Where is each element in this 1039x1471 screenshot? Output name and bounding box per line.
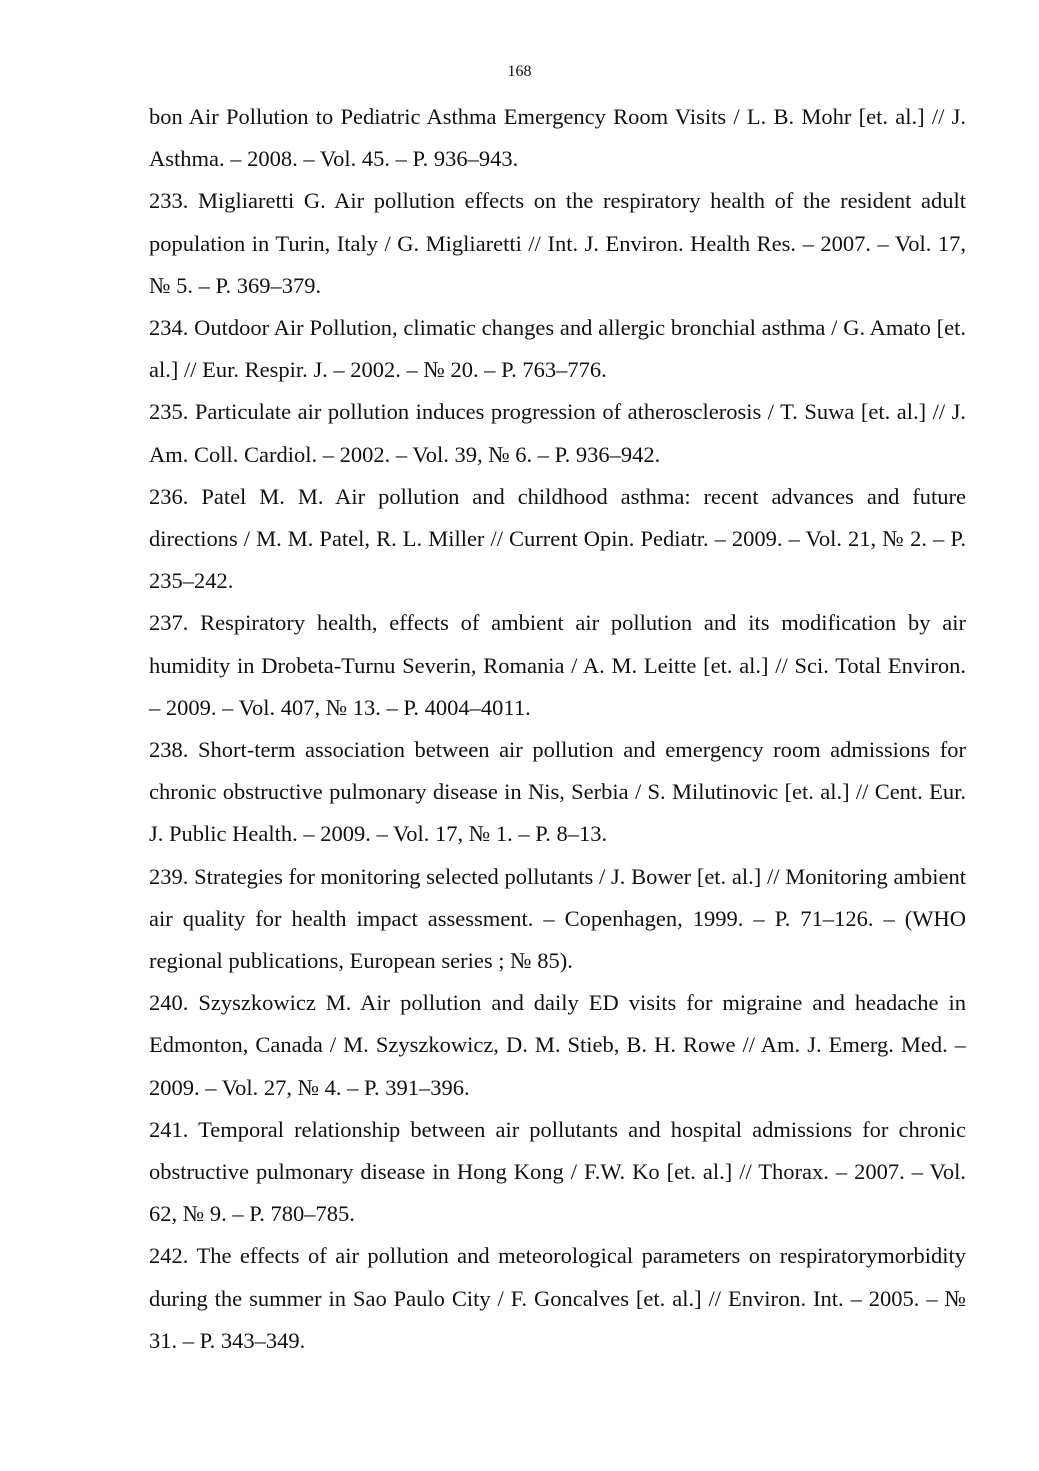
reference-234: 234. Outdoor Air Pollution, climatic changes and allergic bronchial asthma / G. Amato [et. al.] // Eur. Respir. J. – 2002. – № 20. – P. 763–776. <box>149 315 966 383</box>
reference-236: 236. Patel M. M. Air pollution and childhood asthma: recent advances and future directions / M. M. Patel, R. L. Miller // Current Opin. Pediatr. – 2009. – Vol. 21, № 2. – P. 235–242. <box>149 483 966 594</box>
reference-240: 240. Szyszkowicz M. Air pollution and daily ED visits for migraine and headache in Edmonton, Canada / M. Szyszkowicz, D. M. Stieb, B. H. Rowe // Am. J. Emerg. Med. – 2009. – Vol. 27, № 4. – P. 391–396. <box>149 990 966 1100</box>
reference-235: 235. Particulate air pollution induces progression of atherosclerosis / T. Suwa [et. al.] // J. Am. Coll. Cardiol. – 2002. – Vol. 39, № 6. – P. 936–942. <box>149 399 966 467</box>
reference-233: 233. Migliaretti G. Air pollution effects on the respiratory health of the resident adult population in Turin, Italy / G. Migliaretti // Int. J. Environ. Health Res. – 2007. – Vol. 17, № 5. – P. 369–379. <box>149 188 966 298</box>
reference-237: 237. Respiratory health, effects of ambient air pollution and its modification by air humidity in Drobeta-Turnu Severin, Romania / A. M. Leitte [et. al.] // Sci. Total Environ. – 2009. – Vol. 407, № 13. – P. 4004–4011. <box>149 610 966 720</box>
reference-241: 241. Temporal relationship between air pollutants and hospital admissions for chronic obstructive pulmonary disease in Hong Kong / F.W. Ko [et. al.] // Thorax. – 2007. – Vol. 62, № 9. – P. 780–785. <box>149 1116 966 1227</box>
page-number: 168 <box>507 63 532 80</box>
reference-239: 239. Strategies for monitoring selected pollutants / J. Bower [et. al.] // Monitoring ambient air quality for health impact assessment. – Copenhagen, 1999. – P. 71–126. – (WHO regional publications, European series ; № 85). <box>149 863 966 974</box>
reference-continuation: bon Air Pollution to Pediatric Asthma Emergency Room Visits / L. B. Mohr [et. al.] // J. Asthma. – 2008. – Vol. 45. – P. 936–943. <box>149 104 966 172</box>
reference-list <box>149 96 966 1362</box>
reference-242: 242. The effects of air pollution and meteorological parameters on respiratorymorbidity during the summer in Sao Paulo City / F. Goncalves [et. al.] // Environ. Int. – 2005. – № 31. – P. 343–349. <box>149 1243 966 1353</box>
reference-238: 238. Short-term association between air pollution and emergency room admissions for chronic obstructive pulmonary disease in Nis, Serbia / S. Milutinovic [et. al.] // Cent. Eur. J. Public Health. – 2009. – Vol. 17, № 1. – P. 8–13. <box>149 737 966 847</box>
